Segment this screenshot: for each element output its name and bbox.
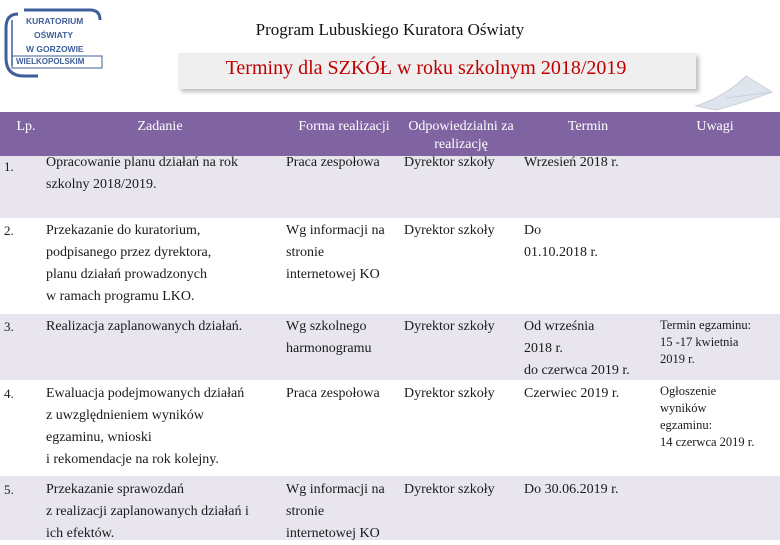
text-line: internetowej KO [286, 526, 380, 541]
row-lp: 2. [4, 223, 14, 238]
logo-line-1: KURATORIUM [26, 16, 84, 26]
text-line: Wg informacji na [286, 482, 385, 497]
subtitle-banner [178, 53, 696, 89]
text-line: ich efektów. [46, 526, 115, 541]
col-termin: Termin [567, 119, 609, 134]
table-row [0, 380, 780, 476]
text-line: Opracowanie planu działań na rok [46, 155, 239, 170]
row-zadanie [46, 220, 284, 308]
row-odpowiedzialni: Dyrektor szkoły [404, 482, 495, 497]
row-forma [286, 479, 402, 545]
text-line: Do [524, 223, 542, 238]
table-header [0, 112, 780, 156]
text-line: wyników [660, 401, 707, 415]
row-uwagi [660, 317, 778, 368]
row-odpowiedzialni: Dyrektor szkoły [404, 319, 495, 334]
logo-line-2: OŚWIATY [34, 30, 74, 40]
page-title: Program Lubuskiego Kuratora Oświaty [255, 20, 525, 39]
col-odpowiedzialni-line-2: realizację [434, 137, 488, 152]
row-lp: 4. [4, 386, 14, 401]
text-line: Termin egzaminu: [660, 318, 752, 332]
table-row [0, 156, 780, 218]
col-odpowiedzialni-line-1: Odpowiedzialni za [408, 119, 514, 134]
col-uwagi: Uwagi [696, 119, 734, 134]
text-line: z uwzględnieniem wyników [46, 408, 204, 423]
text-line: w ramach programu LKO. [46, 289, 195, 304]
row-forma [286, 220, 402, 286]
col-lp: Lp. [16, 119, 36, 134]
table-row [0, 218, 780, 314]
row-zadanie [46, 383, 284, 471]
text-line: 2018 r. [524, 341, 563, 356]
text-line: 15 -17 kwietnia [660, 335, 739, 349]
logo-line-3: W GORZOWIE [26, 44, 84, 54]
text-line: Ogłoszenie [660, 384, 717, 398]
row-zadanie [46, 152, 284, 196]
col-zadanie: Zadanie [137, 119, 183, 134]
paper-plane-decoration [686, 66, 780, 114]
kuratorium-logo [4, 6, 104, 82]
logo-line-4: WIELKOPOLSKIM [16, 57, 85, 66]
row-odpowiedzialni: Dyrektor szkoły [404, 223, 495, 238]
row-odpowiedzialni: Dyrektor szkoły [404, 386, 495, 401]
text-line: egzaminu, wnioski [46, 430, 152, 445]
text-line: 01.10.2018 r. [524, 245, 598, 260]
row-lp: 3. [4, 319, 14, 334]
row-zadanie: Realizacja zaplanowanych działań. [46, 319, 243, 334]
text-line: planu działań prowadzonych [46, 267, 207, 282]
row-odpowiedzialni: Dyrektor szkoły [404, 155, 495, 170]
row-termin: Czerwiec 2019 r. [524, 386, 620, 401]
text-line: 14 czerwca 2019 r. [660, 435, 755, 449]
row-lp: 5. [4, 482, 14, 497]
text-line: do czerwca 2019 r. [524, 363, 630, 378]
text-line: harmonogramu [286, 341, 372, 356]
row-termin [524, 316, 652, 382]
text-line: stronie [286, 245, 325, 260]
col-odpowiedzialni [400, 118, 522, 154]
text-line: Wg szkolnego [286, 319, 367, 334]
text-line: Od września [524, 319, 595, 334]
text-line: i rekomendacje na rok kolejny. [46, 452, 219, 467]
text-line: internetowej KO [286, 267, 380, 282]
row-forma [286, 316, 402, 360]
row-forma: Praca zespołowa [286, 155, 380, 170]
row-lp: 1. [4, 159, 14, 174]
text-line: 2019 r. [660, 352, 695, 366]
text-line: egzaminu: [660, 418, 713, 432]
row-termin: Wrzesień 2018 r. [524, 155, 619, 170]
text-line: podpisanego przez dyrektora, [46, 245, 212, 260]
table-row [0, 476, 780, 540]
text-line: szkolny 2018/2019. [46, 177, 157, 192]
text-line: stronie [286, 504, 325, 519]
row-forma: Praca zespołowa [286, 386, 380, 401]
text-line: Przekazanie do kuratorium, [46, 223, 201, 238]
text-line: z realizacji zaplanowanych działań i [46, 504, 249, 519]
row-zadanie [46, 479, 284, 545]
row-termin [524, 220, 652, 264]
subtitle: Terminy dla SZKÓŁ w roku szkolnym 2018/2019 [225, 57, 627, 79]
text-line: Przekazanie sprawozdań [46, 482, 184, 497]
table-row [0, 314, 780, 380]
row-uwagi [660, 383, 778, 451]
text-line: Wg informacji na [286, 223, 385, 238]
row-termin: Do 30.06.2019 r. [524, 482, 619, 497]
col-forma: Forma realizacji [298, 119, 390, 134]
text-line: Ewaluacja podejmowanych działań [46, 386, 245, 401]
